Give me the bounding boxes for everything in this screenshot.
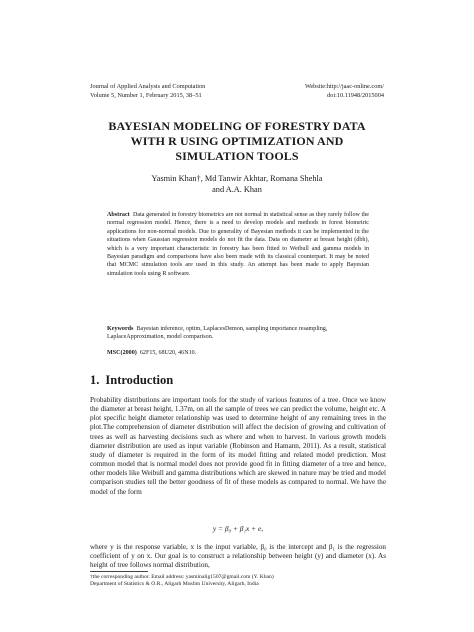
paper-title xyxy=(40,119,434,165)
footnote-line-2: Department of Statistics & O.R., Aligarh Muslim University, Aligarh, India xyxy=(90,581,259,588)
journal-volume: Volume 5, Number 1, February 2015, 38–51 xyxy=(90,92,202,99)
section-number: 1. xyxy=(90,373,100,387)
keywords-label: Keywords xyxy=(107,326,134,332)
msc-label: MSC(2000) xyxy=(107,350,137,356)
section-title: Introduction xyxy=(105,373,174,387)
title-line-1: BAYESIAN MODELING OF FORESTRY DATA xyxy=(108,119,366,133)
author-list xyxy=(60,173,414,195)
abstract xyxy=(107,211,369,278)
journal-header xyxy=(90,82,205,100)
keywords-text: Bayesian inference, optim, LaplacesDemon, sampling importance resampling, LaplaceApproximation, model comparison. xyxy=(107,326,328,341)
journal-name: Journal of Applied Analysis and Computation xyxy=(90,83,206,90)
abstract-text: Data generated in forestry biometrics are not normal in statistical sense as they rarely follow the normal regression model. Hence, there is a need to develop models and methods in forest biometric applications for non-normal models. Due to generality of Bayesian methods it can be implemented in the situations when Gaussian regression models do not fit the data. Data on diameter at breast height (dbh), which is a very important characteristic in forestry has been fitted to Weibull and gamma models in Bayesian paradigm and comparisons have also been made with its classical counterpart. It may be noted that MCMC simulation tools are used in this study. An attempt has been made to apply Bayesian simulation tools using R software. xyxy=(107,212,369,277)
footnote-line-1: †the corresponding author. Email address: yasminalig1507@gmail.com (Y. Khan) xyxy=(90,574,274,580)
msc-classification xyxy=(107,349,369,357)
title-line-2: WITH R USING OPTIMIZATION AND xyxy=(130,134,344,149)
regression-equation: y = β₀ + β₁x + e, xyxy=(212,524,264,533)
footnote xyxy=(90,574,386,588)
section-heading xyxy=(90,373,173,388)
journal-doi[interactable]: doi:10.11948/2015004 xyxy=(327,92,384,99)
keywords xyxy=(107,325,369,342)
journal-website[interactable]: Website:http://jaac-online.com/ xyxy=(304,83,384,90)
abstract-label: Abstract xyxy=(107,212,130,218)
authors-line-2: and A.A. Khan xyxy=(212,185,262,194)
msc-text: 62F15, 68U20, 46N10. xyxy=(139,350,197,356)
journal-website-header xyxy=(305,82,384,100)
intro-paragraph-2: where y is the response variable, x is the input variable, β₀ is the intercept and β₁ is the regression coefficient of y on x. Our goal is to construct a relationship between height (y) and diameter (x). As height of tree follows normal distribution, xyxy=(90,543,386,570)
intro-paragraph-1: Probability distributions are important tools for the study of various features of a tree. Once we know the diameter at breast height, 1.37m, on all the sample of trees we can predict the volume, height etc. A plot specific height diameter relationship was used to determine height of any remaining trees in the plot.The comprehension of diameter distribution will affect the decision of growing and cultivation of trees as well as harvesting decisions such as where and when to harvest. In various growth models diameter distribution are used as input variable (Robinson and Hamann, 2011). As a result, statistical study of diameter is required in the form of its model fitting and related model prediction. Most common model that is normal model does not provide good fit in fitting diameter of a tree and hence, other models like Weibull and gamma distributions which are skewed in nature may be tried and model comparison studies tell the better goodness of fit of these models as compared to normal. We have the model of the form xyxy=(90,396,386,496)
authors-line-1: Yasmin Khan†, Md Tanwir Akhtar, Romana Shehla xyxy=(151,174,323,183)
footnote-rule xyxy=(90,571,148,572)
title-line-3: SIMULATION TOOLS xyxy=(175,149,299,164)
